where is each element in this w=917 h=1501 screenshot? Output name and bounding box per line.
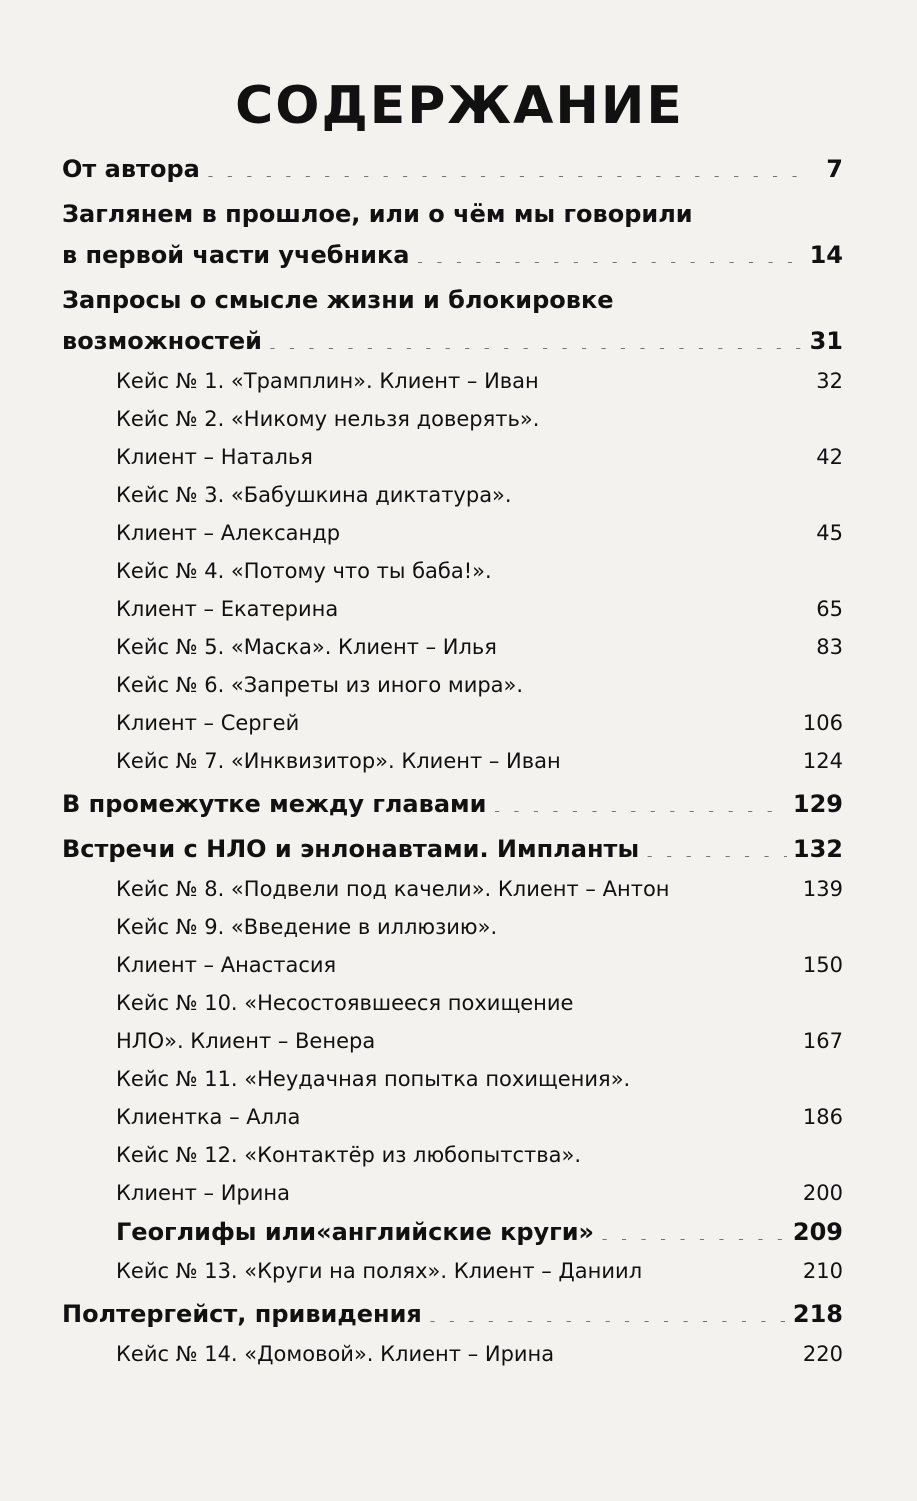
toc-entry-title: Клиент – Екатерина xyxy=(116,597,339,622)
dot-leader xyxy=(560,1340,797,1361)
toc-entry-line xyxy=(116,628,843,666)
toc-entry-title: Кейс № 4. «Потому что ты баба!». xyxy=(116,559,492,584)
dot-leader xyxy=(342,951,797,972)
toc-entry-title: Запросы о смысле жизни и блокировке xyxy=(62,286,614,315)
toc-entry xyxy=(62,784,843,825)
toc-page-number: 129 xyxy=(792,790,843,819)
toc-entry-title: От автора xyxy=(62,155,200,184)
toc-entry-line xyxy=(62,149,843,190)
dot-leader xyxy=(206,153,807,177)
dot-leader xyxy=(415,239,803,263)
dot-leader xyxy=(648,1257,797,1278)
toc-page-number: 83 xyxy=(816,635,843,660)
dot-leader xyxy=(676,875,797,896)
toc-page-number: 31 xyxy=(809,327,843,356)
toc-entry-title: Кейс № 3. «Бабушкина диктатура». xyxy=(116,483,512,508)
toc-entry-line xyxy=(116,870,843,908)
toc-entry-title: в первой части учебника xyxy=(62,241,410,270)
toc-entry-line xyxy=(62,321,843,362)
toc-page-number: 139 xyxy=(802,877,843,902)
toc-entry-line xyxy=(116,590,843,628)
toc-page-number: 200 xyxy=(802,1181,843,1206)
toc-entry-line xyxy=(116,1252,843,1290)
toc-entry xyxy=(62,1212,843,1252)
toc-entry-title: Кейс № 5. «Маска». Клиент – Илья xyxy=(116,635,497,660)
toc-entry xyxy=(62,829,843,870)
dot-leader xyxy=(503,633,807,654)
toc-entry-line xyxy=(116,1212,843,1252)
toc-entry-line xyxy=(116,1335,843,1373)
toc-entry-title: Кейс № 6. «Запреты из иного мира». xyxy=(116,673,524,698)
toc-entry xyxy=(62,194,843,276)
toc-page-number: 209 xyxy=(792,1218,843,1247)
dot-leader xyxy=(305,709,797,730)
toc-entry-title: Кейс № 1. «Трамплин». Клиент – Иван xyxy=(116,369,539,394)
toc-entry-title: Геоглифы или«английские круги» xyxy=(116,1218,595,1247)
toc-entry xyxy=(62,1136,843,1212)
toc-entry xyxy=(62,984,843,1060)
toc-entry-title: Кейс № 11. «Неудачная попытка похищения». xyxy=(116,1067,631,1092)
toc-entry xyxy=(62,362,843,400)
toc-entry-line xyxy=(62,829,843,870)
toc-page-number: 220 xyxy=(802,1342,843,1367)
dot-leader xyxy=(492,788,786,812)
toc-entry xyxy=(62,870,843,908)
page-title: СОДЕРЖАНИЕ xyxy=(235,76,684,136)
toc-entry-line xyxy=(116,1136,843,1174)
dot-leader xyxy=(428,1298,787,1322)
dot-leader xyxy=(381,1027,797,1048)
toc-entry-title: Клиентка – Алла xyxy=(116,1105,301,1130)
toc-entry-line xyxy=(116,400,843,438)
toc-entry-line xyxy=(116,666,843,704)
dot-leader xyxy=(600,1216,787,1240)
toc-entry xyxy=(62,149,843,190)
dot-leader xyxy=(645,833,787,857)
toc-entry-title: возможностей xyxy=(62,327,262,356)
toc-entry xyxy=(62,552,843,628)
toc-entry-line xyxy=(116,704,843,742)
toc-entry xyxy=(62,476,843,552)
dot-leader xyxy=(296,1179,797,1200)
toc-entry-line xyxy=(116,1022,843,1060)
toc-page-number: 14 xyxy=(809,241,843,270)
dot-leader xyxy=(567,747,797,768)
toc-entry xyxy=(62,742,843,780)
toc-page-number: 106 xyxy=(802,711,843,736)
toc-entry-line xyxy=(116,946,843,984)
toc-entry xyxy=(62,280,843,362)
toc-page-number: 167 xyxy=(802,1029,843,1054)
toc-entry-title: Кейс № 9. «Введение в иллюзию». xyxy=(116,915,498,940)
toc-entry-title: Кейс № 10. «Несостоявшееся похищение xyxy=(116,991,574,1016)
toc-entry-line xyxy=(116,984,843,1022)
toc-entry-title: Встречи с НЛО и энлонавтами. Импланты xyxy=(62,835,640,864)
toc-entry-line xyxy=(116,514,843,552)
dot-leader xyxy=(306,1103,797,1124)
toc-page-number: 124 xyxy=(802,749,843,774)
toc-entry-title: Клиент – Ирина xyxy=(116,1181,290,1206)
toc-entry-line xyxy=(62,194,843,235)
toc-entry-title: НЛО». Клиент – Венера xyxy=(116,1029,376,1054)
toc-page-number: 218 xyxy=(792,1300,843,1329)
toc-entry-line xyxy=(116,742,843,780)
toc-entry-title: Полтергейст, привидения xyxy=(62,1300,422,1329)
toc-page-number: 65 xyxy=(816,597,843,622)
toc-entry-line xyxy=(116,1174,843,1212)
toc-entry-title: Клиент – Александр xyxy=(116,521,341,546)
toc-entry-title: Кейс № 14. «Домовой». Клиент – Ирина xyxy=(116,1342,555,1367)
toc-page-number: 45 xyxy=(816,521,843,546)
dot-leader xyxy=(545,367,807,388)
toc-entry-line xyxy=(116,362,843,400)
toc-entry-title: В промежутке между главами xyxy=(62,790,487,819)
toc-entry-line xyxy=(62,280,843,321)
toc-page-number: 132 xyxy=(792,835,843,864)
toc-entry-title: Кейс № 7. «Инквизитор». Клиент – Иван xyxy=(116,749,561,774)
toc-entry-title: Клиент – Анастасия xyxy=(116,953,337,978)
dot-leader xyxy=(344,595,807,616)
toc-entry-line xyxy=(116,1098,843,1136)
toc-entry-line xyxy=(116,438,843,476)
toc-entry-line xyxy=(62,1294,843,1335)
toc-entry-line xyxy=(116,908,843,946)
toc-entry-title: Заглянем в прошлое, или о чём мы говорили xyxy=(62,200,693,229)
toc-entry-line xyxy=(116,476,843,514)
toc-entry-title: Кейс № 8. «Подвели под качели». Клиент – Антон xyxy=(116,877,670,902)
toc-page-number: 32 xyxy=(816,369,843,394)
toc-entry-line xyxy=(116,1060,843,1098)
toc-list xyxy=(62,149,843,1373)
toc-entry-title: Клиент – Наталья xyxy=(116,445,313,470)
toc-entry-title: Кейс № 13. «Круги на полях». Клиент – Даниил xyxy=(116,1259,643,1284)
dot-leader xyxy=(319,443,807,464)
dot-leader xyxy=(346,519,807,540)
toc-page-number: 210 xyxy=(802,1259,843,1284)
dot-leader xyxy=(268,325,804,349)
toc-entry-title: Клиент – Сергей xyxy=(116,711,300,736)
toc-entry-line xyxy=(116,552,843,590)
toc-entry xyxy=(62,628,843,666)
toc-entry-line xyxy=(62,235,843,276)
toc-entry-line xyxy=(62,784,843,825)
toc-entry xyxy=(62,1060,843,1136)
toc-page-number: 150 xyxy=(802,953,843,978)
toc-entry xyxy=(62,1335,843,1373)
toc-entry-title: Кейс № 12. «Контактёр из любопытства». xyxy=(116,1143,582,1168)
toc-page-number: 42 xyxy=(816,445,843,470)
toc-entry xyxy=(62,1294,843,1335)
toc-entry xyxy=(62,1252,843,1290)
toc-entry xyxy=(62,400,843,476)
toc-page-number: 186 xyxy=(802,1105,843,1130)
toc-entry xyxy=(62,666,843,742)
toc-entry-title: Кейс № 2. «Никому нельзя доверять». xyxy=(116,407,540,432)
toc-entry xyxy=(62,908,843,984)
toc-page-number: 7 xyxy=(826,155,843,184)
